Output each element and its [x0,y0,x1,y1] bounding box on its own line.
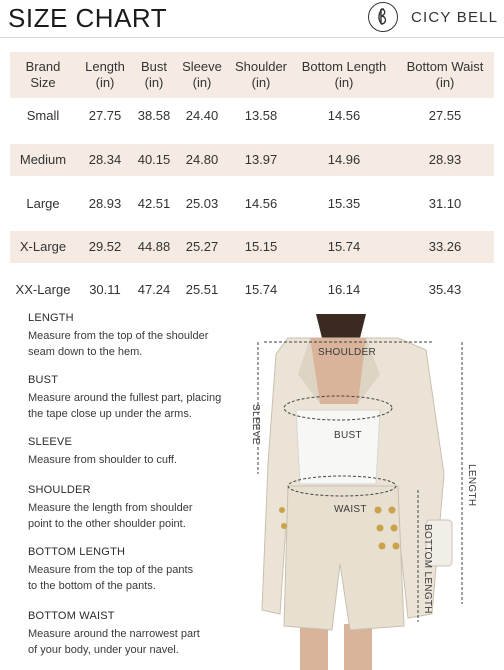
bust-cell: 38.58 [137,108,171,123]
bottom-length-cell: 15.35 [327,196,361,211]
bottom-length-cell: 16.14 [327,282,361,297]
header-divider [0,37,504,38]
guide-description: Measure around the fullest part, placing the tape close up under the arms. [28,392,222,420]
column-header: Bottom Waist (in) [406,59,484,90]
column-header: Bottom Length (in) [301,59,387,90]
guide-description: Measure from the top of the shoulder seam down to the hem. [28,330,209,358]
column-header: Bust (in) [140,59,167,90]
guide-description: Measure from the top of the pants to the bottom of the pants. [28,564,194,592]
table-row [10,144,494,176]
cicy-bell-monogram-icon [368,2,398,32]
page-title: SIZE CHART [8,3,168,33]
length-label: LENGTH [466,464,477,507]
table-row [10,274,494,306]
size-cell: XX-Large [15,282,71,297]
shoulder-cell: 15.74 [244,282,278,297]
bottom-length-label: BOTTOM LENGTH [422,524,433,614]
sleeve-cell: 24.80 [185,152,219,167]
guide-item-bottom-length [28,546,248,594]
brand-name: CICY BELL [411,9,499,26]
bottom-length-cell: 14.96 [327,152,361,167]
table-header-row [10,52,494,98]
size-cell: Small [26,108,60,123]
guide-heading: LENGTH [28,312,74,324]
guide-description: Measure around the narrowest part of your body, under your navel. [28,628,200,656]
shoulder-cell: 13.97 [244,152,278,167]
guide-heading: BOTTOM LENGTH [28,546,126,558]
sleeve-label: SLEEVE [250,404,261,445]
shoulder-cell: 13.58 [244,108,278,123]
table-row [10,100,494,132]
bottom-waist-cell: 28.93 [428,152,462,167]
sleeve-cell: 24.40 [185,108,219,123]
bottom-length-cell: 14.56 [327,108,361,123]
guide-heading: BOTTOM WAIST [28,610,115,622]
table-row [10,231,494,263]
sleeve-cell: 25.51 [185,282,219,297]
bottom-length-cell: 15.74 [327,239,361,254]
sleeve-cell: 25.27 [185,239,219,254]
length-cell: 28.34 [88,152,122,167]
shoulder-cell: 14.56 [244,196,278,211]
size-cell: X-Large [19,239,67,254]
column-header: Brand Size [25,59,61,90]
column-header: Length (in) [85,59,125,90]
guide-heading: SHOULDER [28,484,91,496]
guide-heading: SLEEVE [28,436,73,448]
guide-item-shoulder [28,484,248,532]
bust-cell: 47.24 [137,282,171,297]
header [0,0,504,38]
bust-cell: 42.51 [137,196,171,211]
shoulder-label: SHOULDER [318,347,376,358]
guide-item-sleeve [28,436,248,468]
model-illustration [248,314,500,670]
bottom-waist-cell: 27.55 [428,108,462,123]
bottom-waist-cell: 33.26 [428,239,462,254]
guide-heading: BUST [28,374,59,386]
bust-cell: 40.15 [137,152,171,167]
sleeve-cell: 25.03 [185,196,219,211]
bust-label: BUST [334,430,362,441]
column-header: Sleeve (in) [182,59,222,90]
guide-item-length [28,312,248,360]
table-row [10,188,494,220]
size-cell: Large [26,196,60,211]
guide-item-bottom-waist [28,610,248,658]
bottom-waist-cell: 35.43 [428,282,462,297]
guide-description: Measure from shoulder to cuff. [28,454,177,466]
waist-label: WAIST [334,504,367,515]
bottom-waist-cell: 31.10 [428,196,462,211]
guide-item-bust [28,374,248,422]
length-cell: 29.52 [88,239,122,254]
length-cell: 28.93 [88,196,122,211]
bust-cell: 44.88 [137,239,171,254]
guide-description: Measure the length from shoulder point to the other shoulder point. [28,502,193,530]
size-cell: Medium [19,152,67,167]
shoulder-cell: 15.15 [244,239,278,254]
length-cell: 27.75 [88,108,122,123]
length-cell: 30.11 [89,282,121,297]
column-header: Shoulder (in) [234,59,288,90]
model-figure [248,314,500,670]
